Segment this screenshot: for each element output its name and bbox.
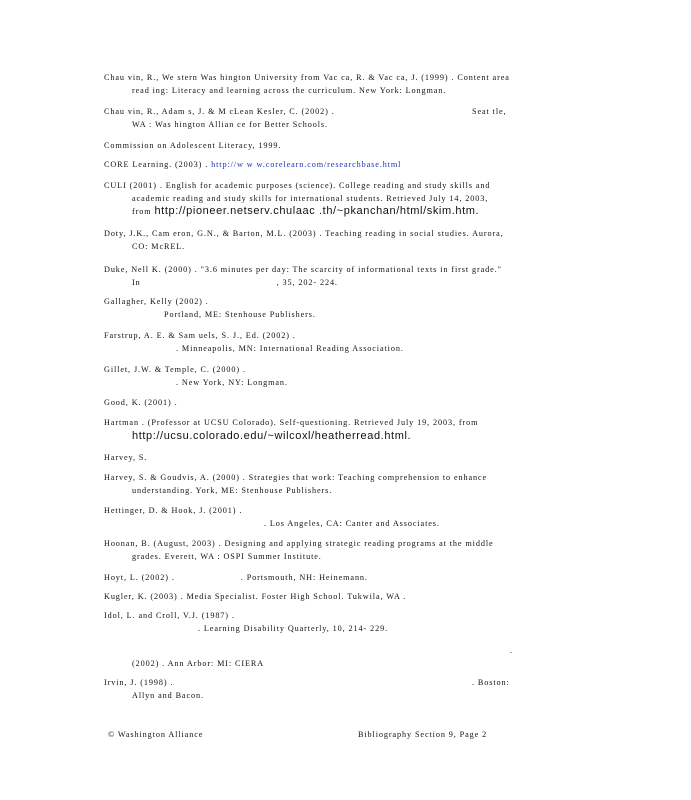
entry-continuation: grades. Everett, WA : OSPI Summer Institute. — [132, 551, 322, 561]
bib-entry-idol — [104, 610, 524, 635]
entry-continuation: . Los Angeles, CA: Canter and Associates. — [264, 518, 440, 528]
entry-continuation: CO: McREL. — [132, 241, 186, 251]
bib-entry-hartman — [104, 417, 524, 443]
bib-entry-harvey-goudvis — [104, 472, 524, 497]
entry-line: Duke, Nell K. (2000) . "3.6 minutes per day: The scarcity of informational texts in first grade." — [104, 265, 502, 274]
hartman-url[interactable]: http://ucsu.colorado.edu/~wilcoxl/heatherread.html. — [132, 429, 412, 442]
bib-entry-culi — [104, 180, 524, 219]
bib-entry-commission — [104, 140, 524, 153]
entry-line: Gallagher, Kelly (2002) . — [104, 297, 209, 306]
entry-continuation: WA : Was hington Allian ce for Better Schools. — [132, 119, 328, 129]
entry-continuation: Portland, ME: Stenhouse Publishers. — [164, 309, 316, 319]
entry-line: Farstrup, A. E. & Sam uels, S. J., Ed. (2002) . — [104, 331, 296, 340]
entry-continuation: read ing: Literacy and learning across the curriculum. New York: Longman. — [132, 85, 447, 95]
bib-entry-core — [104, 159, 524, 172]
bib-entry-gillet — [104, 364, 524, 389]
entry-continuation: . New York, NY: Longman. — [176, 377, 288, 387]
bib-entry-good — [104, 397, 524, 410]
entry-line: Idol, L. and Croll, V.J. (1987) . — [104, 611, 235, 620]
entry-continuation: . Learning Disability Quarterly, 10, 214- 229. — [198, 623, 389, 633]
entry-line: Hartman . (Professor at UCSU Colorado). Self-questioning. Retrieved July 19, 2003, from — [104, 418, 479, 427]
bib-entry-harvey — [104, 452, 524, 465]
culi-url[interactable]: http://pioneer.netserv.chulaac .th/~pkanchan/html/skim.htm. — [154, 205, 480, 218]
entry-in: In — [132, 277, 141, 287]
entry-continuation: (2002) . Ann Arbor: MI: CIERA — [132, 658, 265, 668]
bib-entry-gallagher — [104, 296, 524, 321]
entry-line: Chau vin, R., Adam s, J. & M cLean Kesler, C. (2002) . — [104, 107, 335, 116]
entry-line: CULI (2001) . English for academic purposes (science). College reading and study skills and — [104, 181, 491, 190]
entry-line: Doty, J.K., Cam eron, G.N., & Barton, M.L. (2003) . Teaching reading in social studies. Aurora, — [104, 229, 504, 238]
entry-line: Gillet, J.W. & Temple, C. (2000) . — [104, 365, 246, 374]
url-prefix: from — [132, 207, 152, 217]
bib-entry-hoonan — [104, 538, 524, 563]
entry-line: Good, K. (2001) . — [104, 398, 178, 407]
entry-line: CORE Learning. (2003) . — [104, 160, 209, 169]
entry-line: Hoonan, B. (August, 2003) . Designing and applying strategic reading programs at the middle — [104, 539, 494, 548]
bib-entry-chauvin-1999 — [104, 72, 524, 97]
entry-line: Commission on Adolescent Literacy, 1999. — [104, 141, 282, 150]
entry-line: Irvin, J. (1998) . — [104, 678, 174, 687]
bib-entry-ciera — [104, 645, 524, 670]
entry-continuation: understanding. York, ME: Stenhouse Publishers. — [132, 485, 333, 495]
entry-line: Harvey, S. & Goudvis, A. (2000) . Strategies that work: Teaching comprehension to enhance — [104, 473, 488, 482]
entry-publisher: . Portsmouth, NH: Heinemann. — [240, 573, 368, 582]
entry-continuation — [104, 277, 524, 290]
entry-continuation: Allyn and Bacon. — [132, 690, 204, 700]
entry-line: Harvey, S. — [104, 453, 148, 462]
entry-continuation: . Minneapolis, MN: International Reading Association. — [176, 343, 404, 353]
entry-line: Hettinger, D. & Hook, J. (2001) . — [104, 506, 243, 515]
entry-volume: , 35, 202- 224. — [276, 277, 338, 287]
entry-line: Hoyt, L. (2002) . — [104, 573, 175, 582]
bib-entry-hoyt — [104, 572, 524, 585]
bib-entry-irvin — [104, 677, 524, 702]
entry-line: Kugler, K. (2003) . Media Specialist. Foster High School. Tukwila, WA . — [104, 592, 407, 601]
bib-entry-doty — [104, 228, 524, 253]
footer-page-number: Bibliography Section 9, Page 2 — [358, 730, 488, 739]
entry-place: . Boston: — [472, 678, 510, 687]
bib-entry-hettinger — [104, 505, 524, 530]
bib-entry-duke — [104, 264, 524, 289]
bib-entry-farstrup — [104, 330, 524, 355]
bib-entry-kugler — [104, 591, 524, 604]
entry-period: . — [510, 646, 513, 655]
entry-url-line — [104, 205, 524, 219]
entry-line — [104, 646, 107, 655]
footer-copyright: © Washington Alliance — [108, 730, 204, 739]
core-link[interactable]: http://w w w.corelearn.com/researchbase.html — [211, 160, 402, 169]
entry-url-line — [104, 430, 524, 444]
entry-line: Chau vin, R., We stern Was hington University from Vac ca, R. & Vac ca, J. (1999) . Content area — [104, 73, 510, 82]
entry-continuation: academic reading and study skills for international students. Retrieved July 14, 2003, — [132, 193, 489, 203]
entry-place: Seat tle, — [472, 107, 507, 116]
bib-entry-chauvin-2002 — [104, 106, 524, 131]
